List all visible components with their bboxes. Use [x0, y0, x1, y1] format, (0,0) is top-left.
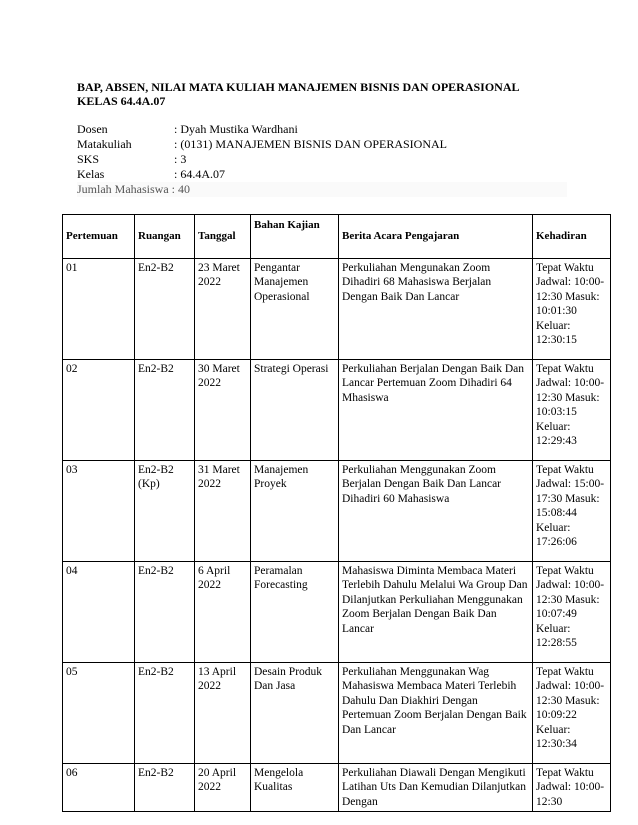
- course-info: [77, 122, 567, 197]
- cell-bahan: Pengantar Manajemen Operasional: [251, 259, 339, 360]
- kelas-label: Kelas: [77, 167, 105, 181]
- cell-pertemuan: 03: [63, 461, 135, 562]
- document-title: [77, 80, 597, 108]
- header-pertemuan: Pertemuan: [63, 215, 135, 259]
- cell-tanggal: 23 Maret 2022: [195, 259, 251, 360]
- cell-ruangan: En2-B2: [135, 360, 195, 461]
- cell-ruangan: En2-B2 (Kp): [135, 461, 195, 562]
- table-header-row: [63, 215, 611, 259]
- cell-tanggal: 30 Maret 2022: [195, 360, 251, 461]
- cell-pertemuan: 06: [63, 764, 135, 812]
- cell-ruangan: En2-B2: [135, 562, 195, 663]
- cell-tanggal: 6 April 2022: [195, 562, 251, 663]
- cell-ruangan: En2-B2: [135, 259, 195, 360]
- cell-bahan: Mengelola Kualitas: [251, 764, 339, 812]
- dosen-label: Dosen: [77, 122, 108, 136]
- info-row-sks: [77, 152, 567, 167]
- header-berita-acara: Berita Acara Pengajaran: [339, 215, 533, 259]
- sks-value: : 3: [174, 152, 187, 166]
- cell-kehadiran: Tepat Waktu Jadwal: 10:00-12:30 Masuk: 10:03:15 Keluar: 12:29:43: [533, 360, 611, 461]
- cell-kehadiran: Tepat Waktu Jadwal: 10:00-12:30 Masuk: 10:01:30 Keluar: 12:30:15: [533, 259, 611, 360]
- dosen-value: : Dyah Mustika Wardhani: [174, 122, 298, 136]
- info-row-matakuliah: [77, 137, 567, 152]
- cell-pertemuan: 02: [63, 360, 135, 461]
- cell-pertemuan: 04: [63, 562, 135, 663]
- cell-tanggal: 20 April 2022: [195, 764, 251, 812]
- header-ruangan: Ruangan: [135, 215, 195, 259]
- title-line-1: BAP, ABSEN, NILAI MATA KULIAH MANAJEMEN BISNIS DAN OPERASIONAL: [77, 80, 520, 94]
- table-row: [63, 360, 611, 461]
- cell-tanggal: 13 April 2022: [195, 663, 251, 764]
- kelas-value: : 64.4A.07: [174, 167, 225, 181]
- matakuliah-label: Matakuliah: [77, 137, 132, 151]
- cell-pertemuan: 01: [63, 259, 135, 360]
- cell-kehadiran: Tepat Waktu Jadwal: 10:00-12:30: [533, 764, 611, 812]
- header-tanggal: Tanggal: [195, 215, 251, 259]
- table-row: [63, 562, 611, 663]
- table-row: [63, 461, 611, 562]
- cell-bahan: Manajemen Proyek: [251, 461, 339, 562]
- table-row: [63, 764, 611, 812]
- cell-kehadiran: Tepat Waktu Jadwal: 15:00-17:30 Masuk: 15:08:44 Keluar: 17:26:06: [533, 461, 611, 562]
- cell-bahan: Strategi Operasi: [251, 360, 339, 461]
- cell-berita: Mahasiswa Diminta Membaca Materi Terlebih Dahulu Melalui Wa Group Dan Dilanjutkan Perkuliahan Menggunakan Zoom Berjalan Dengan Baik Dan Lancar: [339, 562, 533, 663]
- cell-bahan: Peramalan Forecasting: [251, 562, 339, 663]
- jumlah-mahasiswa: Jumlah Mahasiswa : 40: [77, 182, 567, 197]
- header-bahan-kajian: Bahan Kajian: [251, 215, 339, 259]
- cell-pertemuan: 05: [63, 663, 135, 764]
- cell-ruangan: En2-B2: [135, 764, 195, 812]
- matakuliah-value: : (0131) MANAJEMEN BISNIS DAN OPERASIONAL: [174, 137, 448, 151]
- cell-berita: Perkuliahan Diawali Dengan Mengikuti Latihan Uts Dan Kemudian Dilanjutkan Dengan: [339, 764, 533, 812]
- bap-table: [62, 214, 611, 812]
- title-line-2: KELAS 64.4A.07: [77, 94, 166, 108]
- cell-tanggal: 31 Maret 2022: [195, 461, 251, 562]
- cell-kehadiran: Tepat Waktu Jadwal: 10:00-12:30 Masuk: 10:07:49 Keluar: 12:28:55: [533, 562, 611, 663]
- table-row: [63, 663, 611, 764]
- header-kehadiran: Kehadiran: [533, 215, 611, 259]
- info-row-kelas: [77, 167, 567, 182]
- info-row-dosen: [77, 122, 567, 137]
- cell-berita: Perkuliahan Menggunakan Zoom Berjalan Dengan Baik Dan Lancar Dihadiri 60 Mahasiswa: [339, 461, 533, 562]
- sks-label: SKS: [77, 152, 100, 166]
- cell-berita: Perkuliahan Berjalan Dengan Baik Dan Lancar Pertemuan Zoom Dihadiri 64 Mhasiswa: [339, 360, 533, 461]
- table-row: [63, 259, 611, 360]
- cell-bahan: Desain Produk Dan Jasa: [251, 663, 339, 764]
- cell-berita: Perkuliahan Menggunakan Wag Mahasiswa Membaca Materi Terlebih Dahulu Dan Diakhiri Dengan Pertemuan Zoom Berjalan Dengan Baik Dan Lancar: [339, 663, 533, 764]
- cell-kehadiran: Tepat Waktu Jadwal: 10:00-12:30 Masuk: 10:09:22 Keluar: 12:30:34: [533, 663, 611, 764]
- cell-ruangan: En2-B2: [135, 663, 195, 764]
- cell-berita: Perkuliahan Mengunakan Zoom Dihadiri 68 Mahasiswa Berjalan Dengan Baik Dan Lancar: [339, 259, 533, 360]
